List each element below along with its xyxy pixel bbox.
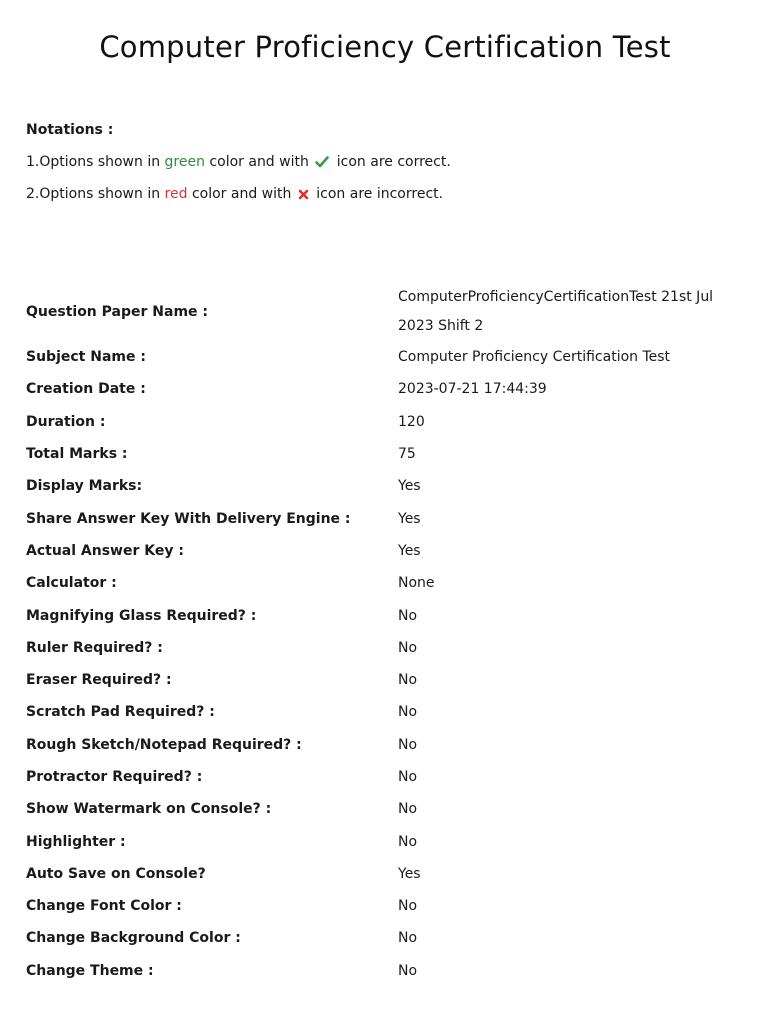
info-row [26,955,738,987]
info-row [26,858,738,890]
info-value: Yes [398,510,421,527]
info-value: No [398,930,418,947]
check-icon [315,156,329,168]
info-label: Ruler Required? : [26,639,163,656]
info-value: No [398,962,418,979]
info-value: Yes [398,542,421,559]
info-row [26,761,738,793]
info-value: No [398,833,418,850]
info-label: Share Answer Key With Delivery Engine : [26,510,351,527]
green-color-word: green [164,154,205,170]
question-paper-info-table [26,282,738,987]
notations-heading: Notations : [26,122,114,138]
info-value: No [398,769,418,785]
info-value: No [398,736,418,753]
info-value: Yes [398,865,421,882]
info-label: Auto Save on Console? [26,865,206,882]
info-row [26,825,738,857]
cross-icon [298,189,309,200]
info-row [26,470,738,502]
info-value: No [398,704,418,721]
info-row [26,567,738,599]
info-row [26,282,738,341]
info-label: Highlighter : [26,833,126,850]
info-row [26,696,738,728]
info-row [26,890,738,922]
info-row [26,729,738,761]
info-label: Creation Date : [26,381,146,398]
info-value: Computer Proficiency Certification Test [398,349,671,366]
info-value: Yes [398,478,421,495]
info-value: No [398,801,418,818]
info-row [26,599,738,631]
info-row [26,664,738,696]
info-value: 75 [398,446,416,463]
info-label: Protractor Required? : [26,769,203,785]
notation-text: icon are incorrect. [311,186,444,202]
info-label: Calculator : [26,575,117,592]
info-row [26,406,738,438]
info-label: Show Watermark on Console? : [26,801,272,818]
info-row [26,535,738,567]
info-value: No [398,672,418,689]
notation-text: color and with [187,186,296,202]
page-title: Computer Proficiency Certification Test [99,30,671,64]
info-label: Question Paper Name : [26,303,208,320]
info-row [26,373,738,405]
notation-text: 1.Options shown in [26,154,165,170]
info-label: Duration : [26,413,106,430]
info-value: No [398,639,418,656]
info-value: 2023-07-21 17:44:39 [398,381,547,398]
info-label: Change Theme : [26,962,154,979]
info-row [26,502,738,534]
notation-text: 2.Options shown in [26,186,165,202]
info-label: Magnifying Glass Required? : [26,607,257,624]
notation-text: color and with [204,154,314,170]
info-label: Eraser Required? : [26,672,172,689]
red-color-word: red [164,186,188,202]
info-row [26,922,738,954]
notation-correct [26,152,451,172]
info-row [26,632,738,664]
info-label: Rough Sketch/Notepad Required? : [26,736,302,753]
info-value: 120 [398,413,425,430]
info-label: Display Marks: [26,478,143,495]
notations-section [26,120,451,216]
info-value: No [398,607,418,624]
info-label: Subject Name : [26,349,146,366]
info-label: Change Background Color : [26,930,241,947]
notation-incorrect [26,184,451,204]
info-row [26,793,738,825]
info-label: Actual Answer Key : [26,542,184,559]
info-label: Change Font Color : [26,898,182,915]
info-value: ComputerProficiencyCertificationTest 21st Jul 2023 Shift 2 [398,288,714,334]
info-row [26,341,738,373]
info-row [26,438,738,470]
info-value: None [398,575,435,592]
info-value: No [398,898,418,915]
notation-text: icon are correct. [332,154,451,170]
info-label: Scratch Pad Required? : [26,704,215,721]
info-label: Total Marks : [26,446,128,463]
